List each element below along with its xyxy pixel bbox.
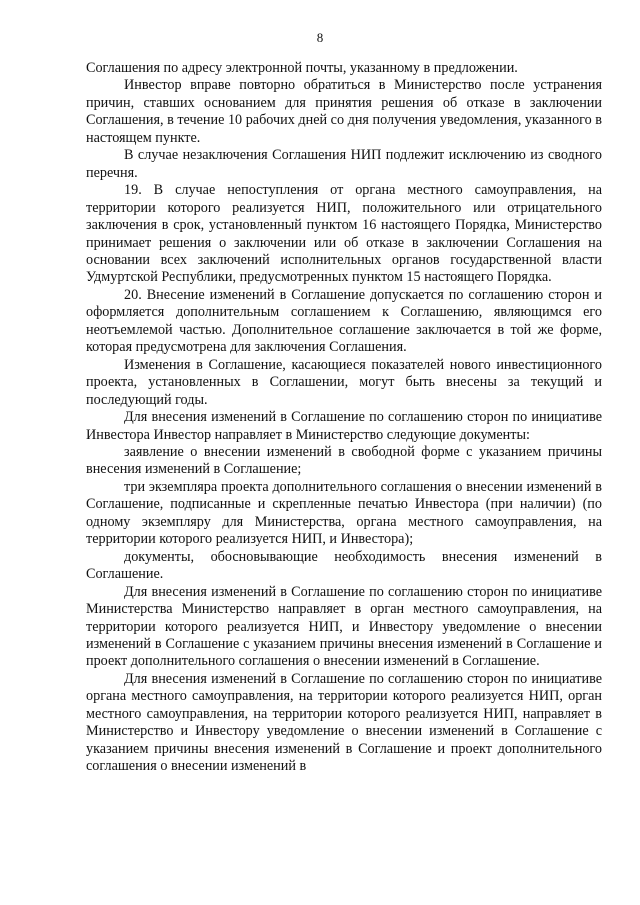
- list-item-draft-copies: три экземпляра проекта дополнительного соглашения о внесении изменений в Соглашение, подписанные и скрепленные печатью Инвестора (при наличии) (по одному экземпляру для Министерства, органа местного самоуправления, на территории которого реализуется НИП, и Инвестора);: [86, 478, 602, 548]
- paragraph-continuation: Соглашения по адресу электронной почты, указанному в предложении.: [86, 60, 518, 76]
- paragraph-ministry-initiative: Для внесения изменений в Соглашение по соглашению сторон по инициативе Министерства Министерство направляет в орган местного самоуправления, на территории которого реализуется НИП, и Инвестору уведомление о внесении изменений в Соглашение с указанием причины внесения изменений в Соглашение и проект дополнительного соглашения о внесении изменений в Соглашение.: [86, 583, 602, 670]
- list-item-application: заявление о внесении изменений в свободной форме с указанием причины внесения изменений в Соглашение;: [86, 443, 602, 478]
- paragraph-clause-19: 19. В случае непоступления от органа местного самоуправления, на территории которого реализуется НИП, положительного или отрицательного заключения в срок, установленный пунктом 16 настоящего Порядка, Министерство принимает решения о заключении или об отказе в заключении Соглашения на основании всех заключений исполнительных органов государственной власти Удмуртской Республики, предусмотренных пунктом 15 настоящего Порядка.: [86, 182, 602, 286]
- paragraph-local-government-initiative: Для внесения изменений в Соглашение по соглашению сторон по инициативе органа местного самоуправления, на территории которого реализуется НИП, орган местного самоуправления, на территории которого реализуется НИП, направляет в Министерство и Инвестору уведомление о внесении изменений в Соглашение с указанием причины внесения изменений в Соглашение и проект дополнительного соглашения о внесении изменений в: [86, 670, 602, 775]
- paragraph-exclusion: В случае незаключения Соглашения НИП подлежит исключению из сводного перечня.: [86, 147, 602, 181]
- page-number: 8: [316, 30, 324, 45]
- list-item-justification: документы, обосновывающие необходимость внесения изменений в Соглашение.: [86, 548, 602, 583]
- paragraph-indicator-changes: Изменения в Соглашение, касающиеся показателей нового инвестиционного проекта, установленных в Соглашении, могут быть внесены за текущий и последующий годы.: [86, 356, 602, 408]
- paragraph-investor-initiative: Для внесения изменений в Соглашение по соглашению сторон по инициативе Инвестора Инвестор направляет в Министерство следующие документы:: [86, 409, 602, 443]
- paragraph-repeat-application: Инвестор вправе повторно обратиться в Министерство после устранения причин, ставших основанием для принятия решения об отказе в заключении Соглашения, в течение 10 рабочих дней со дня получения уведомления, указанного в настоящем пункте.: [86, 77, 602, 146]
- paragraph-clause-20: 20. Внесение изменений в Соглашение допускается по соглашению сторон и оформляется дополнительным соглашением к Соглашению, являющимся его неотъемлемой частью. Дополнительное соглашение заключается в той же форме, которая предусмотрена для заключения Соглашения.: [86, 286, 602, 356]
- document-body: [86, 60, 602, 776]
